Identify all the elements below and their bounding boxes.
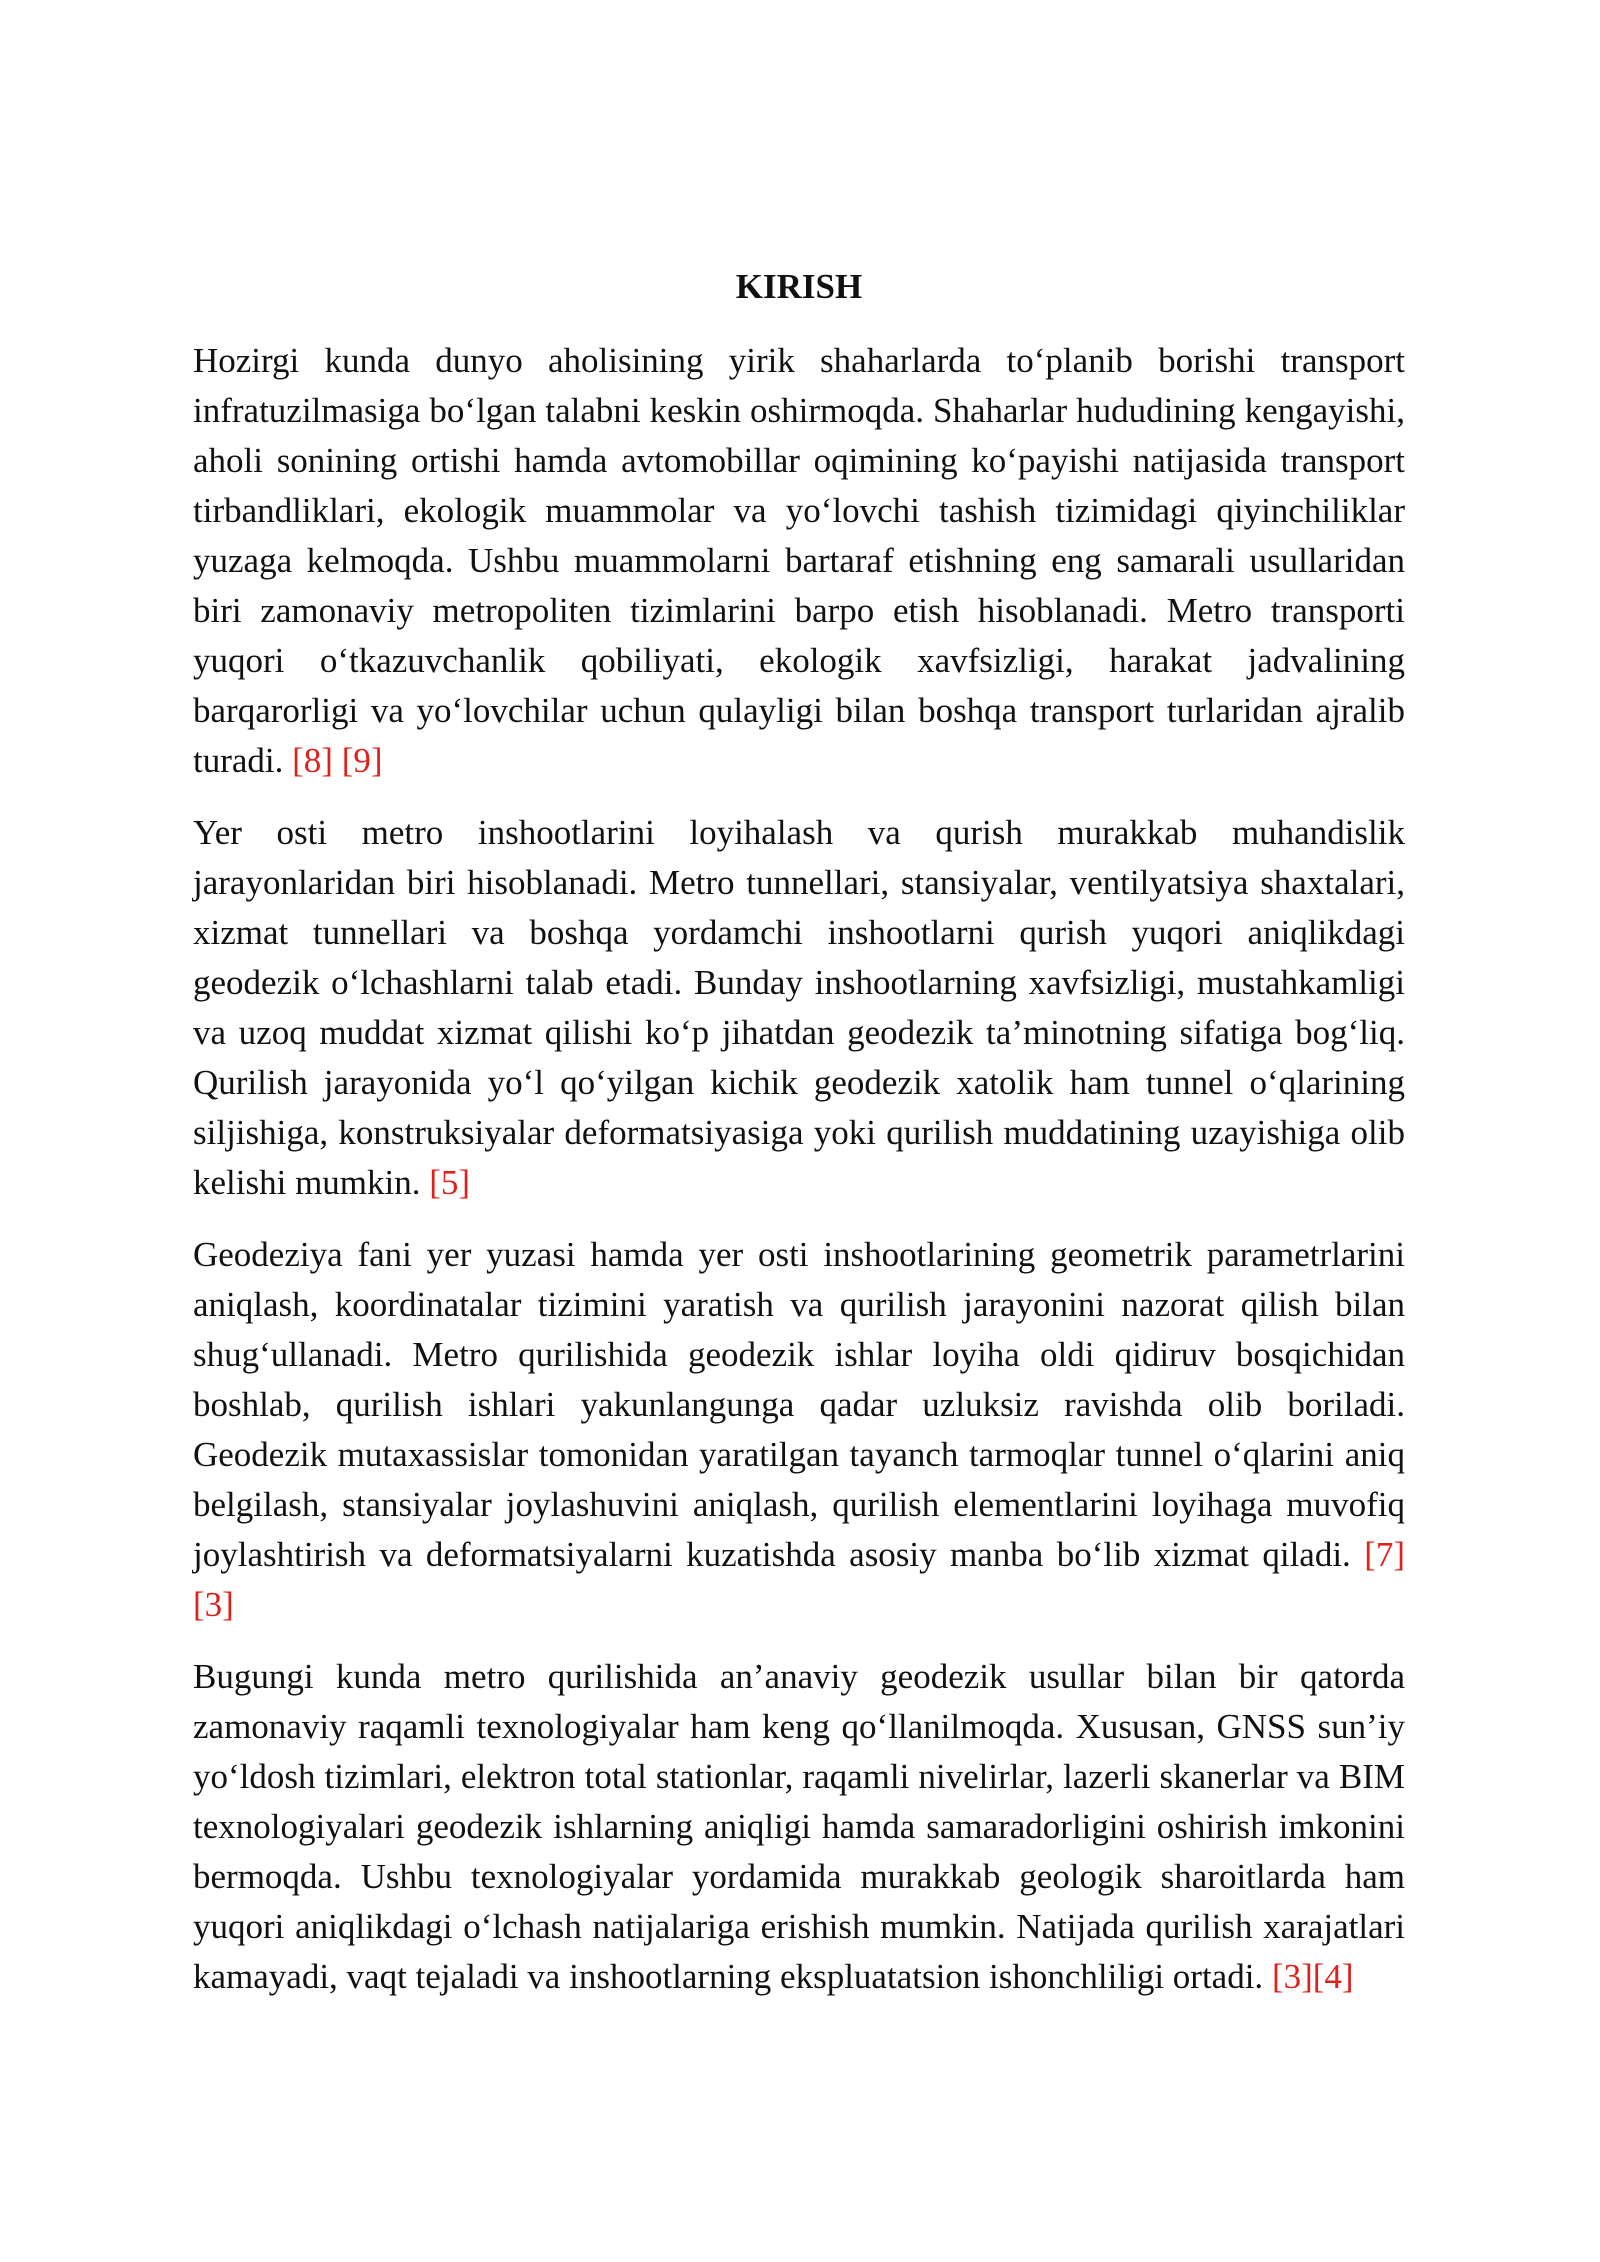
section-title: KIRISH	[735, 267, 863, 306]
document-page	[193, 262, 1405, 2024]
citation-ref[interactable]: [7] [3]	[193, 1535, 1406, 1624]
paragraph-text: Bugungi kunda metro qurilishida an’anaviy geodezik usullar bilan bir qatorda zamonaviy raqamli texnologiyalar ham keng qo‘llanilmoqda. Xususan, GNSS sun’iy yo‘ldosh tizimlari, elektron total stationlar, raqamli nivelirlar, lazerli skanerlar va BIM texnologiyalari geodezik ishlarning aniqligi hamda samaradorligini oshirish imkonini bermoqda. Ushbu texnologiyalar yordamida murakkab geologik sharoitlarda ham yuqori aniqlikdagi o‘lchash natijalariga erishish mumkin. Natijada qurilish xarajatlari kamayadi, vaqt tejaladi va inshootlarning ekspluatatsion ishonchliligi ortadi.	[193, 1657, 1405, 1996]
citation-ref[interactable]: [5]	[429, 1163, 471, 1202]
paragraph-text: Hozirgi kunda dunyo aholisining yirik shaharlarda to‘planib borishi transport infratuzilmasiga bo‘lgan talabni keskin oshirmoqda. Shaharlar hududining kengayishi, aholi sonining ortishi hamda avtomobillar oqimining ko‘payishi natijasida transport tirbandliklari, ekologik muammolar va yo‘lovchi tashish tizimidagi qiyinchiliklar yuzaga kelmoqda. Ushbu muammolarni bartaraf etishning eng samarali usullaridan biri zamonaviy metropoliten tizimlarini barpo etish hisoblanadi. Metro transporti yuqori o‘tkazuvchanlik qobiliyati, ekologik xavfsizligi, harakat jadvalining barqarorligi va yo‘lovchilar uchun qulayligi bilan boshqa transport turlaridan ajralib turadi.	[193, 341, 1405, 780]
paragraph-4	[193, 1652, 1405, 2002]
paragraph-1	[193, 336, 1405, 786]
paragraph-text: Geodeziya fani yer yuzasi hamda yer osti inshootlarining geometrik parametrlarini aniqlash, koordinatalar tizimini yaratish va qurilish jarayonini nazorat qilish bilan shug‘ullanadi. Metro qurilishida geodezik ishlar loyiha oldi qidiruv bosqichidan boshlab, qurilish ishlari yakunlangunga qadar uzluksiz ravishda olib boriladi. Geodezik mutaxassislar tomonidan yaratilgan tayanch tarmoqlar tunnel o‘qlarini aniq belgilash, stansiyalar joylashuvini aniqlash, qurilish elementlarini loyihaga muvofiq joylashtirish va deformatsiyalarni kuzatishda asosiy manba bo‘lib xizmat qiladi.	[193, 1235, 1405, 1574]
citation-ref[interactable]: [8] [9]	[292, 741, 383, 780]
paragraph-2	[193, 808, 1405, 1208]
paragraph-text: Yer osti metro inshootlarini loyihalash va qurish murakkab muhandislik jarayonlaridan biri hisoblanadi. Metro tunnellari, stansiyalar, ventilyatsiya shaxtalari, xizmat tunnellari va boshqa yordamchi inshootlarni qurish yuqori aniqlikdagi geodezik o‘lchashlarni talab etadi. Bunday inshootlarning xavfsizligi, mustahkamligi va uzoq muddat xizmat qilishi ko‘p jihatdan geodezik ta’minotning sifatiga bog‘liq. Qurilish jarayonida yo‘l qo‘yilgan kichik geodezik xatolik ham tunnel o‘qlarining siljishiga, konstruksiyalar deformatsiyasiga yoki qurilish muddatining uzayishiga olib kelishi mumkin.	[193, 813, 1405, 1202]
citation-ref[interactable]: [3][4]	[1271, 1957, 1354, 1996]
paragraph-3	[193, 1230, 1405, 1630]
